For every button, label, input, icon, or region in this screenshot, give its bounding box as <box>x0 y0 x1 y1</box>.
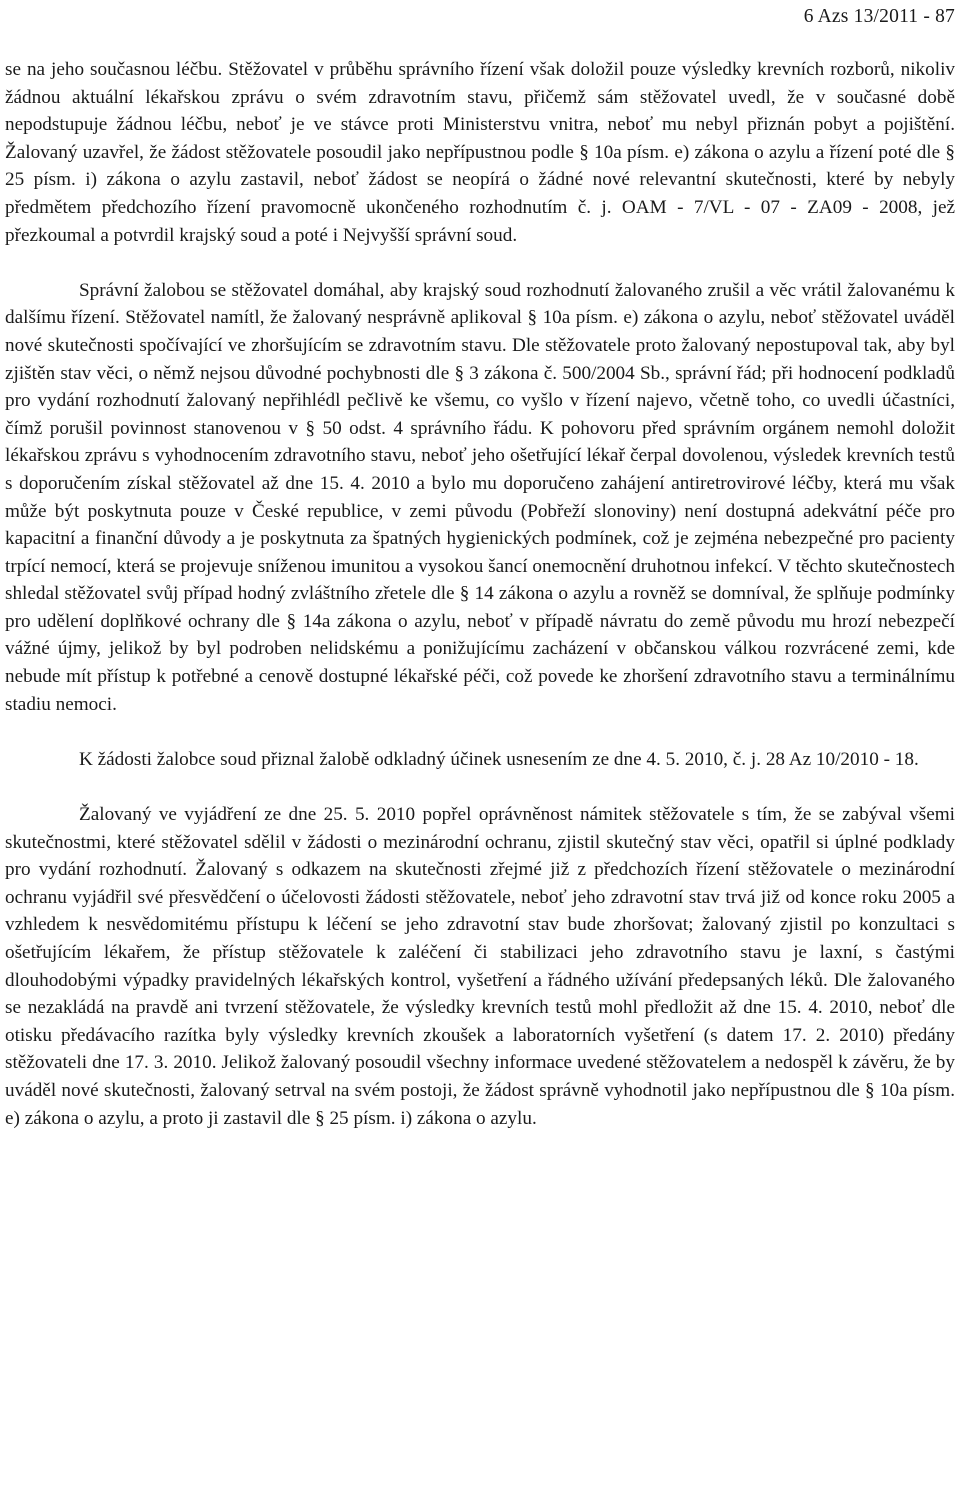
paragraph-3 <box>5 746 955 774</box>
document-body <box>5 56 955 1132</box>
paragraph-4-text: Žalovaný ve vyjádření ze dne 25. 5. 2010 popřel oprávněnost námitek stěžovatele s tím, že se zabýval všemi skutečnostmi, které stěžovatel sdělil v žádosti o mezinárodní ochranu, zjistil skutečný stav věci, opatřil si úplné podklady pro vydání rozhodnutí. Žalovaný s odkazem na skutečnosti zřejmé již z předchozích řízení stěžovatele o mezinárodní ochranu vyjádřil své přesvědčení o účelovosti žádosti stěžovatele, neboť jeho zdravotní stav trvá již od konce roku 2005 a vzhledem k nesvědomitému přístupu k léčení se jeho zdravotní stav bude zhoršovat; žalovaný zjistil po konzultaci s ošetřujícím lékařem, že přístup stěžovatele k zaléčení či stabilizaci jeho zdravotního stavu je laxní, s častými dlouhodobými výpadky pravidelných lékařských kontrol, vyšetření a řádného užívání předepsaných léků. Dle žalovaného se nezakládá na pravdě ani tvrzení stěžovatele, že výsledky krevních testů mohl předložit až dne 15. 4. 2010, neboť dle otisku předávacího razítka byly výsledky krevních zkoušek a laboratorních vyšetření (s datem 17. 2. 2010) předány stěžovateli dne 17. 3. 2010. Jelikož žalovaný posoudil všechny informace uvedené stěžovatelem a nedospěl k závěru, že by uváděl nové skutečnosti, žalovaný setrval na svém postoji, že žádost správně vyhodnotil jako nepřípustnou dle § 10a písm. e) zákona o azylu, a proto ji zastavil dle § 25 písm. i) zákona o azylu. <box>5 804 955 1129</box>
document-page <box>5 0 955 1492</box>
paragraph-gap <box>5 249 955 277</box>
paragraph-1 <box>5 56 955 249</box>
paragraph-gap <box>5 718 955 746</box>
paragraph-gap <box>5 773 955 801</box>
paragraph-2 <box>5 277 955 719</box>
paragraph-3-text: K žádosti žalobce soud přiznal žalobě odkladný účinek usnesením ze dne 4. 5. 2010, č. j. 28 Az 10/2010 - 18. <box>79 748 919 770</box>
case-reference-header: 6 Azs 13/2011 - 87 <box>803 6 955 27</box>
paragraph-2-text: Správní žalobou se stěžovatel domáhal, aby krajský soud rozhodnutí žalovaného zrušil a věc vrátil žalovanému k dalšímu řízení. Stěžovatel namítl, že žalovaný nesprávně aplikoval § 10a písm. e) zákona o azylu, neboť stěžovatel uváděl nové skutečnosti spočívající ve zhoršujícím se zdravotním stavu. Dle stěžovatele proto žalovaný nepostupoval tak, aby byl zjištěn stav věci, o němž nejsou důvodné pochybnosti dle § 3 zákona č. 500/2004 Sb., správní řád; při hodnocení podkladů pro vydání rozhodnutí žalovaný nepřihlédl pečlivě ke všemu, co vyšlo v řízení najevo, včetně toho, co uvedli účastníci, čímž porušil povinnost stanovenou v § 50 odst. 4 správního řádu. K pohovoru před správním orgánem nemohl doložit lékařskou zprávu s vyhodnocením zdravotního stavu, neboť jeho ošetřující lékař čerpal dovolenou, výsledek krevních testů s doporučením získal stěžovatel až dne 15. 4. 2010 a bylo mu doporučeno zahájení antiretrovirové léčby, která mu však může být poskytnuta pouze v České republice, v zemi původu (Pobřeží slonoviny) není dostupná adekvátní péče pro kapacitní a finanční důvody a je poskytnuta za špatných hygienických podmínek, což je zejména nebezpečné pro pacienty trpící nemocí, která se projevuje sníženou imunitou a vysokou šancí onemocnění druhotnou infekcí. V těchto skutečnostech shledal stěžovatel svůj případ hodný zvláštního zřetele dle § 14 zákona o azylu a rovněž se domníval, že splňuje podmínky pro udělení doplňkové ochrany dle § 14a zákona o azylu, neboť v případě návratu do země původu mu hrozí nebezpečí vážné újmy, jelikož by byl podroben nelidskému a ponižujícímu zacházení v občanskou válkou rozvrácené zemi, kde nebude mít přístup k potřebné a cenově dostupné lékařské péči, což povede ke zhoršení zdravotního stavu a terminálnímu stadiu nemoci. <box>5 279 955 715</box>
paragraph-4 <box>5 801 955 1132</box>
paragraph-1-text: se na jeho současnou léčbu. Stěžovatel v průběhu správního řízení však doložil pouze výsledky krevních rozborů, nikoliv žádnou aktuální lékařskou zprávu o svém zdravotním stavu, přičemž sám stěžovatel uvedl, že v současné době nepodstupuje žádnou léčbu, neboť je ve stávce proti Ministerstvu vnitra, neboť mu nebyl přiznán pobyt a pojištění. Žalovaný uzavřel, že žádost stěžovatele posoudil jako nepřípustnou podle § 10a písm. e) zákona o azylu a řízení poté dle § 25 písm. i) zákona o azylu zastavil, neboť žádost se neopírá o žádné nové relevantní skutečnosti, které by nebyly předmětem předchozího řízení pravomocně ukončeného rozhodnutím č. j. OAM - 7/VL - 07 - ZA09 - 2008, jež přezkoumal a potvrdil krajský soud a poté i Nejvyšší správní soud. <box>5 59 955 246</box>
